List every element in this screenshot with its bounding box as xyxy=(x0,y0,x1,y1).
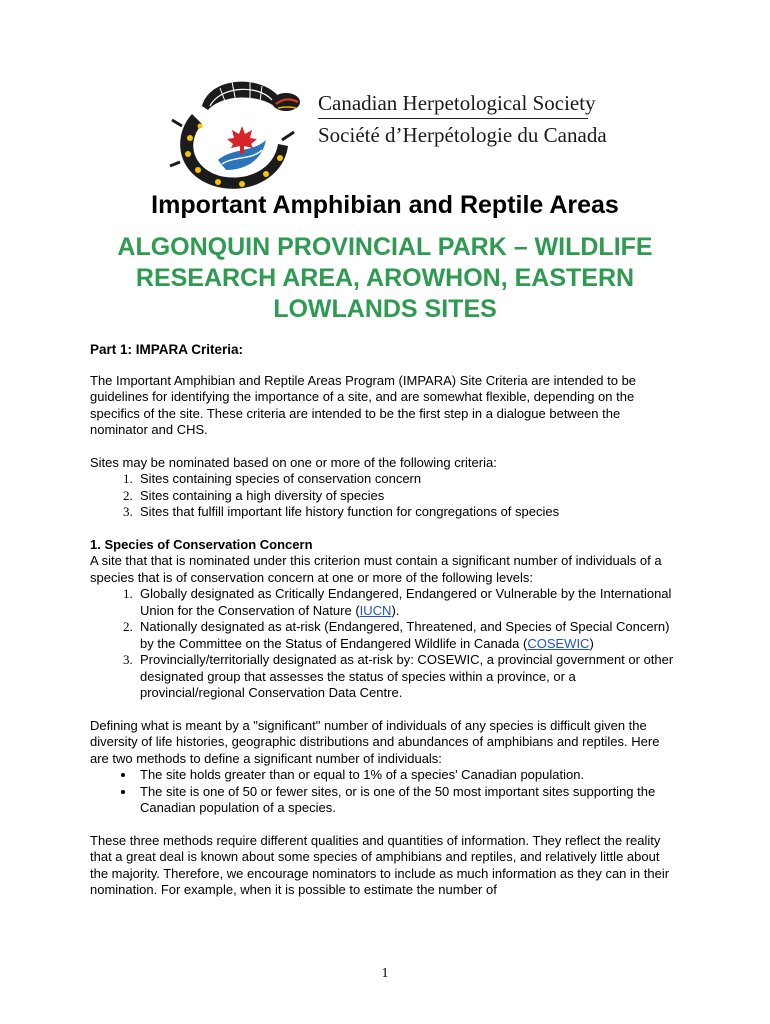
site-title xyxy=(90,232,680,325)
site-title-line: LOWLANDS SITES xyxy=(273,295,497,323)
methods-list xyxy=(90,767,680,817)
list-item: 1. Sites containing species of conservation concern xyxy=(136,471,680,488)
criteria-intro: Sites may be nominated based on one or more of the following criteria: xyxy=(90,454,497,470)
closing-paragraph: These three methods require different qualities and quantities of information. They reflect the reality that a great deal is known about some species of amphibians and reptiles, and relatively little about the majority. Therefore, we encourage nominators to include as much information as they can in their nomination. For example, when it is possible to estimate the number of xyxy=(90,832,670,897)
page-number: 1 xyxy=(381,966,389,981)
conservation-levels-list xyxy=(90,586,680,702)
site-title-line: ALGONQUIN PROVINCIAL PARK – WILDLIFE xyxy=(117,233,653,261)
document-body xyxy=(90,342,680,899)
list-item: 3. Sites that fulfill important life history function for congregations of species xyxy=(136,504,680,521)
criteria-list xyxy=(90,471,680,521)
level-text-end: ). xyxy=(391,602,400,618)
level-text: Globally designated as Critically Endangered, Endangered or Vulnerable by the International Union for the Conservation of Nature ( xyxy=(140,586,672,618)
document-title: Important Amphibian and Reptile Areas xyxy=(151,191,619,219)
society-name xyxy=(318,90,607,148)
society-logo-icon xyxy=(162,66,312,198)
list-item xyxy=(136,619,680,652)
cosewic-link[interactable]: COSEWIC xyxy=(527,635,590,651)
section1-heading: 1. Species of Conservation Concern xyxy=(90,536,313,552)
iucn-link[interactable]: IUCN xyxy=(359,602,392,618)
list-item: • The site holds greater than or equal to 1% of a species' Canadian population. xyxy=(136,767,680,784)
list-item: 2. Sites containing a high diversity of species xyxy=(136,488,680,505)
society-name-english: Canadian Herpetological Society xyxy=(318,91,596,115)
society-name-divider xyxy=(318,118,588,119)
society-name-french: Société d’Herpétologie du Canada xyxy=(318,123,607,147)
significance-paragraph: Defining what is meant by a "significant" number of individuals of any species is difficult given the diversity of life histories, geographic distributions and abundances of amphibians and reptiles. Here are two methods to define a significant number of individuals: xyxy=(90,717,660,766)
part1-intro-paragraph: The Important Amphibian and Reptile Areas Program (IMPARA) Site Criteria are intended to be guidelines for identifying the importance of a site, and are somewhat flexible, depending on the specifics of the site. These criteria are intended to be the first step in a dialogue between the nominator and CHS. xyxy=(90,372,637,437)
level-text: Provincially/territorially designated as at-risk by: COSEWIC, a provincial government or other designated group that assesses the status of species within a province, or a provincial/regional Conservation Data Centre. xyxy=(140,652,674,700)
section1-intro: A site that that is nominated under this criterion must contain a significant number of individuals of a species that is of conservation concern at one or more of the following levels: xyxy=(90,553,662,585)
list-item xyxy=(136,652,680,702)
list-item xyxy=(136,586,680,619)
site-title-line: RESEARCH AREA, AROWHON, EASTERN xyxy=(135,264,635,292)
level-text: Nationally designated as at-risk (Endangered, Threatened, and Species of Special Concern) by the Committee on the Status of Endangered Wildlife in Canada ( xyxy=(140,619,670,651)
list-item: • The site is one of 50 or fewer sites, or is one of the 50 most important sites supporting the Canadian population of a species. xyxy=(136,784,680,817)
part1-heading: Part 1: IMPARA Criteria: xyxy=(90,342,244,357)
level-text-end: ) xyxy=(589,635,594,651)
